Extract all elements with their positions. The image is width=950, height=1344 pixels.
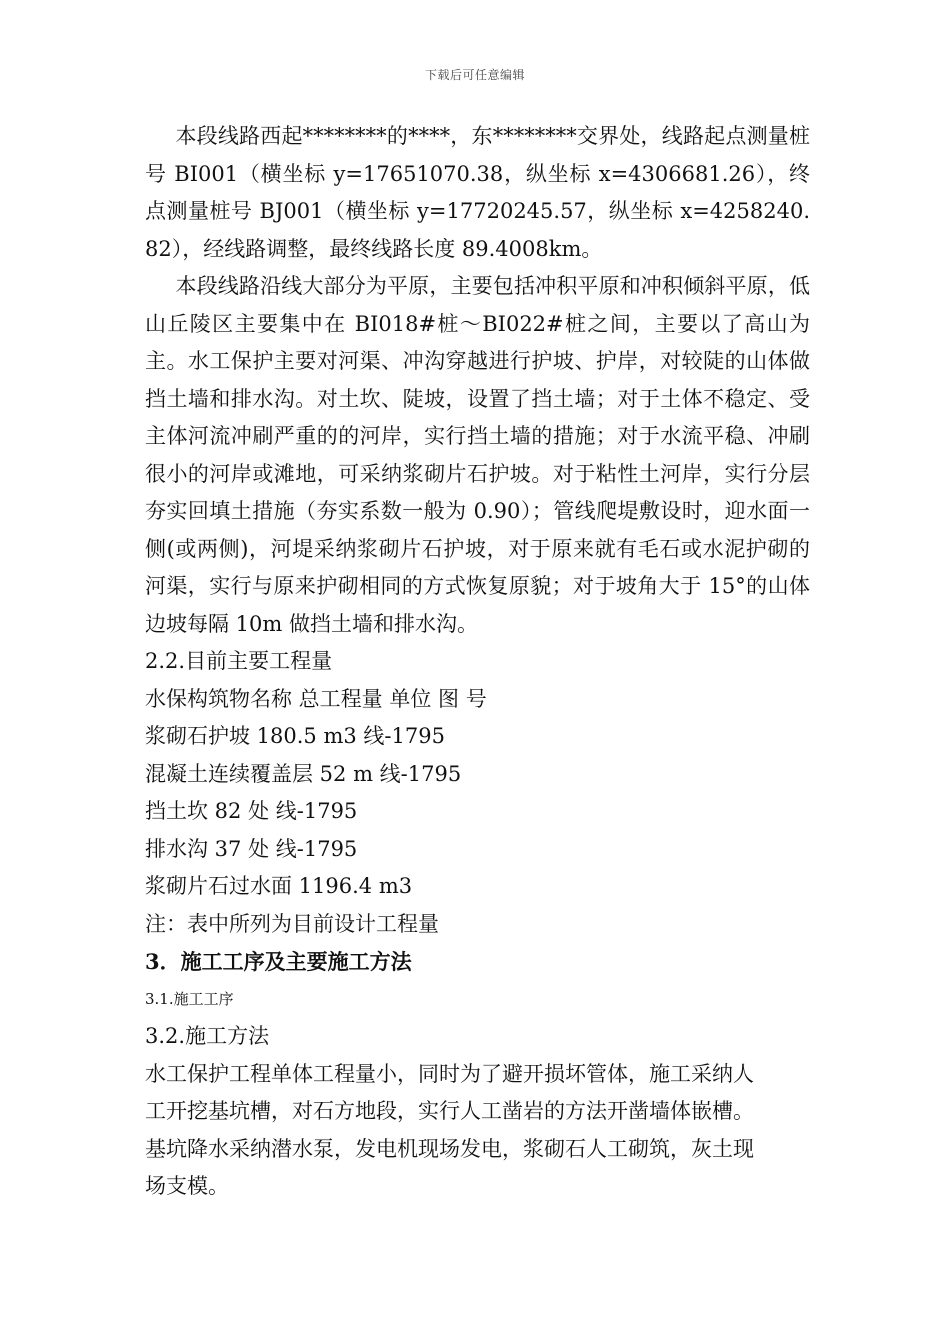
section-3-heading: 3．施工工序及主要施工方法 xyxy=(145,949,412,974)
paragraph-route-description: 本段线路西起********的****，东********交界处，线路起点测量桩号 BI001（横坐标 y=17651070.38，纵坐标 x=4306681.26），终点测量桩号 BJ001（横坐标 y=17720245.57，纵坐标 x=4258240.82），经线路调整，最终线路长度 89.4008km。 xyxy=(145,124,810,261)
section-3-2-heading: 3.2.施工方法 xyxy=(145,1024,270,1048)
section-3-1-heading: 3.1.施工工序 xyxy=(145,989,234,1008)
quantity-note: 注：表中所列为目前设计工程量 xyxy=(145,911,439,936)
document-body xyxy=(145,118,810,1206)
section-2-2-heading: 2.2.目前主要工程量 xyxy=(145,649,333,673)
method-text-line: 水工保护工程单体工程量小，同时为了避开损坏管体，施工采纳人 xyxy=(145,1061,754,1086)
quantity-row: 浆砌片石过水面 1196.4 m3 xyxy=(145,874,413,898)
quantity-row: 挡土坎 82 处 线-1795 xyxy=(145,799,358,823)
paragraph-terrain-description: 本段线路沿线大部分为平原，主要包括冲积平原和冲积倾斜平原，低山丘陵区主要集中在 BI018#桩～BI022#桩之间，主要以了高山为主。水工保护主要对河渠、冲沟穿越进行护坡、护岸，对较陡的山体做挡土墙和排水沟。对土坎、陡坡，设置了挡土墙；对于土体不稳定、受主体河流冲刷严重的的河岸，实行挡土墙的措施；对于水流平稳、冲刷很小的河岸或滩地，可采纳浆砌片石护坡。对于粘性土河岸，实行分层夯实回填土措施（夯实系数一般为 0.90）；管线爬堤敷设时，迎水面一侧(或两侧)，河堤采纳浆砌片石护坡，对于原来就有毛石或水泥护砌的河渠，实行与原来护砌相同的方式恢复原貌；对于坡角大于 15°的山体边坡每隔 10m 做挡土墙和排水沟。 xyxy=(145,274,810,636)
quantity-row: 浆砌石护坡 180.5 m3 线-1795 xyxy=(145,724,445,748)
method-text-line: 工开挖基坑槽，对石方地段，实行人工凿岩的方法开凿墙体嵌槽。 xyxy=(145,1099,754,1123)
quantity-table-header: 水保构筑物名称 总工程量 单位 图 号 xyxy=(145,686,487,711)
quantity-row: 排水沟 37 处 线-1795 xyxy=(145,836,358,861)
page-header: 下载后可任意编辑 xyxy=(424,68,525,82)
quantity-row: 混凝土连续覆盖层 52 m 线-1795 xyxy=(145,761,462,786)
method-text-line: 场支模。 xyxy=(145,1174,229,1198)
method-text-line: 基坑降水采纳潜水泵，发电机现场发电，浆砌石人工砌筑，灰土现 xyxy=(145,1136,754,1161)
